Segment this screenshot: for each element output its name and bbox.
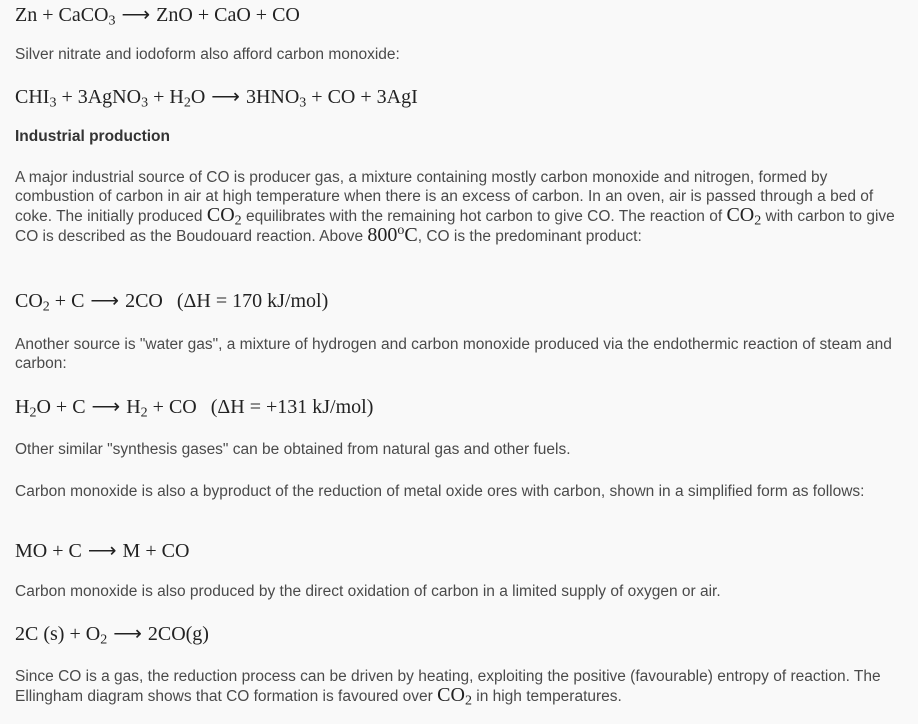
eq-term: CaO bbox=[214, 4, 251, 26]
plus-sign: + bbox=[152, 396, 164, 418]
equation-metal-oxide bbox=[15, 538, 189, 563]
eq-term: C bbox=[71, 290, 85, 312]
paragraph-text: A major industrial source of CO is producer gas, a mixture containing mostly carbon monoxide and nitrogen, formed by combustion of carbon in air at high temperature when there is an excess of carbon. In an oven, air is passed through a bed of coke. The initially produced bbox=[15, 169, 874, 225]
eq-term: H bbox=[126, 396, 141, 418]
plus-sign: + bbox=[61, 86, 73, 108]
math-subscript: 2 bbox=[464, 693, 472, 709]
eq-term: C bbox=[72, 396, 86, 418]
plus-sign: + bbox=[197, 4, 210, 26]
math-term: CO bbox=[726, 204, 755, 226]
eq-term: CO bbox=[15, 290, 43, 312]
math-term: 800 bbox=[367, 224, 398, 246]
plus-sign: + bbox=[54, 290, 67, 312]
eq-term: 2C (s) bbox=[15, 623, 65, 645]
enthalpy-value: (ΔH = 170 kJ/mol) bbox=[176, 290, 329, 312]
eq-term: ZnO bbox=[156, 4, 193, 26]
eq-term: MO bbox=[15, 540, 48, 562]
paragraph-synthesis-gases: Other similar "synthesis gases" can be obtained from natural gas and other fuels. bbox=[15, 441, 571, 458]
eq-term: 2CO bbox=[125, 290, 163, 312]
eq-term: CaCO bbox=[58, 4, 109, 26]
paragraph-text: Since CO is a gas, the reduction process can be driven by heating, exploiting the positive (favourable) entropy of reaction. The Ellingham diagram shows that CO formation is favoured over bbox=[15, 668, 881, 705]
plus-sign: + bbox=[311, 86, 323, 108]
eq-subscript: 3 bbox=[108, 13, 116, 29]
math-subscript: 2 bbox=[754, 213, 762, 229]
eq-subscript: 2 bbox=[100, 632, 108, 648]
section-heading: Industrial production bbox=[15, 128, 170, 145]
eq-subscript: 3 bbox=[141, 95, 149, 111]
plus-sign: + bbox=[55, 396, 68, 418]
reaction-arrow: ⟶ bbox=[90, 290, 120, 312]
math-subscript: 2 bbox=[234, 213, 242, 229]
eq-term: 3HNO bbox=[245, 86, 300, 108]
plus-sign: + bbox=[52, 540, 64, 562]
eq-subscript: 3 bbox=[49, 95, 57, 111]
math-term: CO bbox=[437, 684, 465, 706]
eq-term: O bbox=[85, 623, 101, 645]
paragraph-text: equilibrates with the remaining hot carbon to give CO. The reaction of bbox=[241, 208, 727, 225]
paragraph-metal-oxide: Carbon monoxide is also a byproduct of the reduction of metal oxide ores with carbon, shown in a simplified form as follows: bbox=[15, 483, 865, 500]
eq-term: CO bbox=[272, 4, 300, 26]
reaction-arrow: ⟶ bbox=[87, 540, 117, 562]
reaction-arrow: ⟶ bbox=[121, 4, 151, 26]
eq-term: H bbox=[15, 396, 30, 418]
eq-term: O bbox=[190, 86, 206, 108]
inline-math-temperature bbox=[367, 224, 417, 246]
inline-math-co2 bbox=[437, 684, 472, 709]
eq-term: 3AgNO bbox=[77, 86, 142, 108]
inline-math-co2 bbox=[206, 204, 242, 229]
eq-subscript: 2 bbox=[42, 299, 50, 315]
reaction-arrow: ⟶ bbox=[113, 623, 142, 645]
paragraph-text: in high temperatures. bbox=[471, 688, 622, 705]
eq-term: CO bbox=[327, 86, 356, 108]
paragraph-direct-oxidation: Carbon monoxide is also produced by the direct oxidation of carbon in a limited supply of oxygen or air. bbox=[15, 583, 721, 600]
eq-term: CHI bbox=[15, 86, 50, 108]
paragraph-text: , CO is the predominant product: bbox=[417, 228, 642, 245]
eq-term: O bbox=[36, 396, 51, 418]
equation-carbon-oxidation bbox=[15, 621, 209, 646]
equation-water-gas bbox=[15, 394, 373, 419]
reaction-arrow: ⟶ bbox=[91, 396, 121, 418]
paragraph-water-gas: Another source is "water gas", a mixture of hydrogen and carbon monoxide produced via the endothermic reaction of steam and carbon: bbox=[15, 336, 892, 372]
enthalpy-value: (ΔH = +131 kJ/mol) bbox=[210, 396, 374, 418]
math-term: CO bbox=[206, 204, 235, 226]
math-superscript: o bbox=[397, 223, 405, 238]
inline-math-co2 bbox=[726, 204, 762, 229]
plus-sign: + bbox=[153, 86, 165, 108]
paragraph-silver-nitrate: Silver nitrate and iodoform also afford carbon monoxide: bbox=[15, 46, 400, 63]
equation-zinc-calcium-carbonate bbox=[15, 2, 300, 27]
eq-subscript: 2 bbox=[183, 95, 191, 111]
eq-term: M bbox=[122, 540, 141, 562]
plus-sign: + bbox=[69, 623, 81, 645]
eq-term: C bbox=[68, 540, 82, 562]
paragraph-ellingham bbox=[15, 667, 910, 709]
eq-subscript: 2 bbox=[140, 405, 148, 421]
equation-boudouard bbox=[15, 288, 328, 313]
reaction-arrow: ⟶ bbox=[211, 86, 240, 108]
eq-term: 2CO(g) bbox=[147, 623, 209, 645]
eq-term: CO bbox=[161, 540, 190, 562]
paragraph-text: with carbon to give CO is described as the Boudouard reaction. Above bbox=[15, 208, 895, 245]
eq-term: Zn bbox=[15, 4, 38, 26]
eq-term: 3AgI bbox=[376, 86, 418, 108]
eq-subscript: 3 bbox=[299, 95, 307, 111]
plus-sign: + bbox=[145, 540, 157, 562]
eq-subscript: 2 bbox=[29, 405, 37, 421]
plus-sign: + bbox=[42, 4, 54, 26]
math-term: C bbox=[404, 224, 418, 246]
eq-term: H bbox=[169, 86, 184, 108]
eq-term: CO bbox=[168, 396, 197, 418]
equation-iodoform bbox=[15, 84, 418, 109]
plus-sign: + bbox=[360, 86, 372, 108]
plus-sign: + bbox=[255, 4, 268, 26]
paragraph-producer-gas bbox=[15, 168, 910, 246]
